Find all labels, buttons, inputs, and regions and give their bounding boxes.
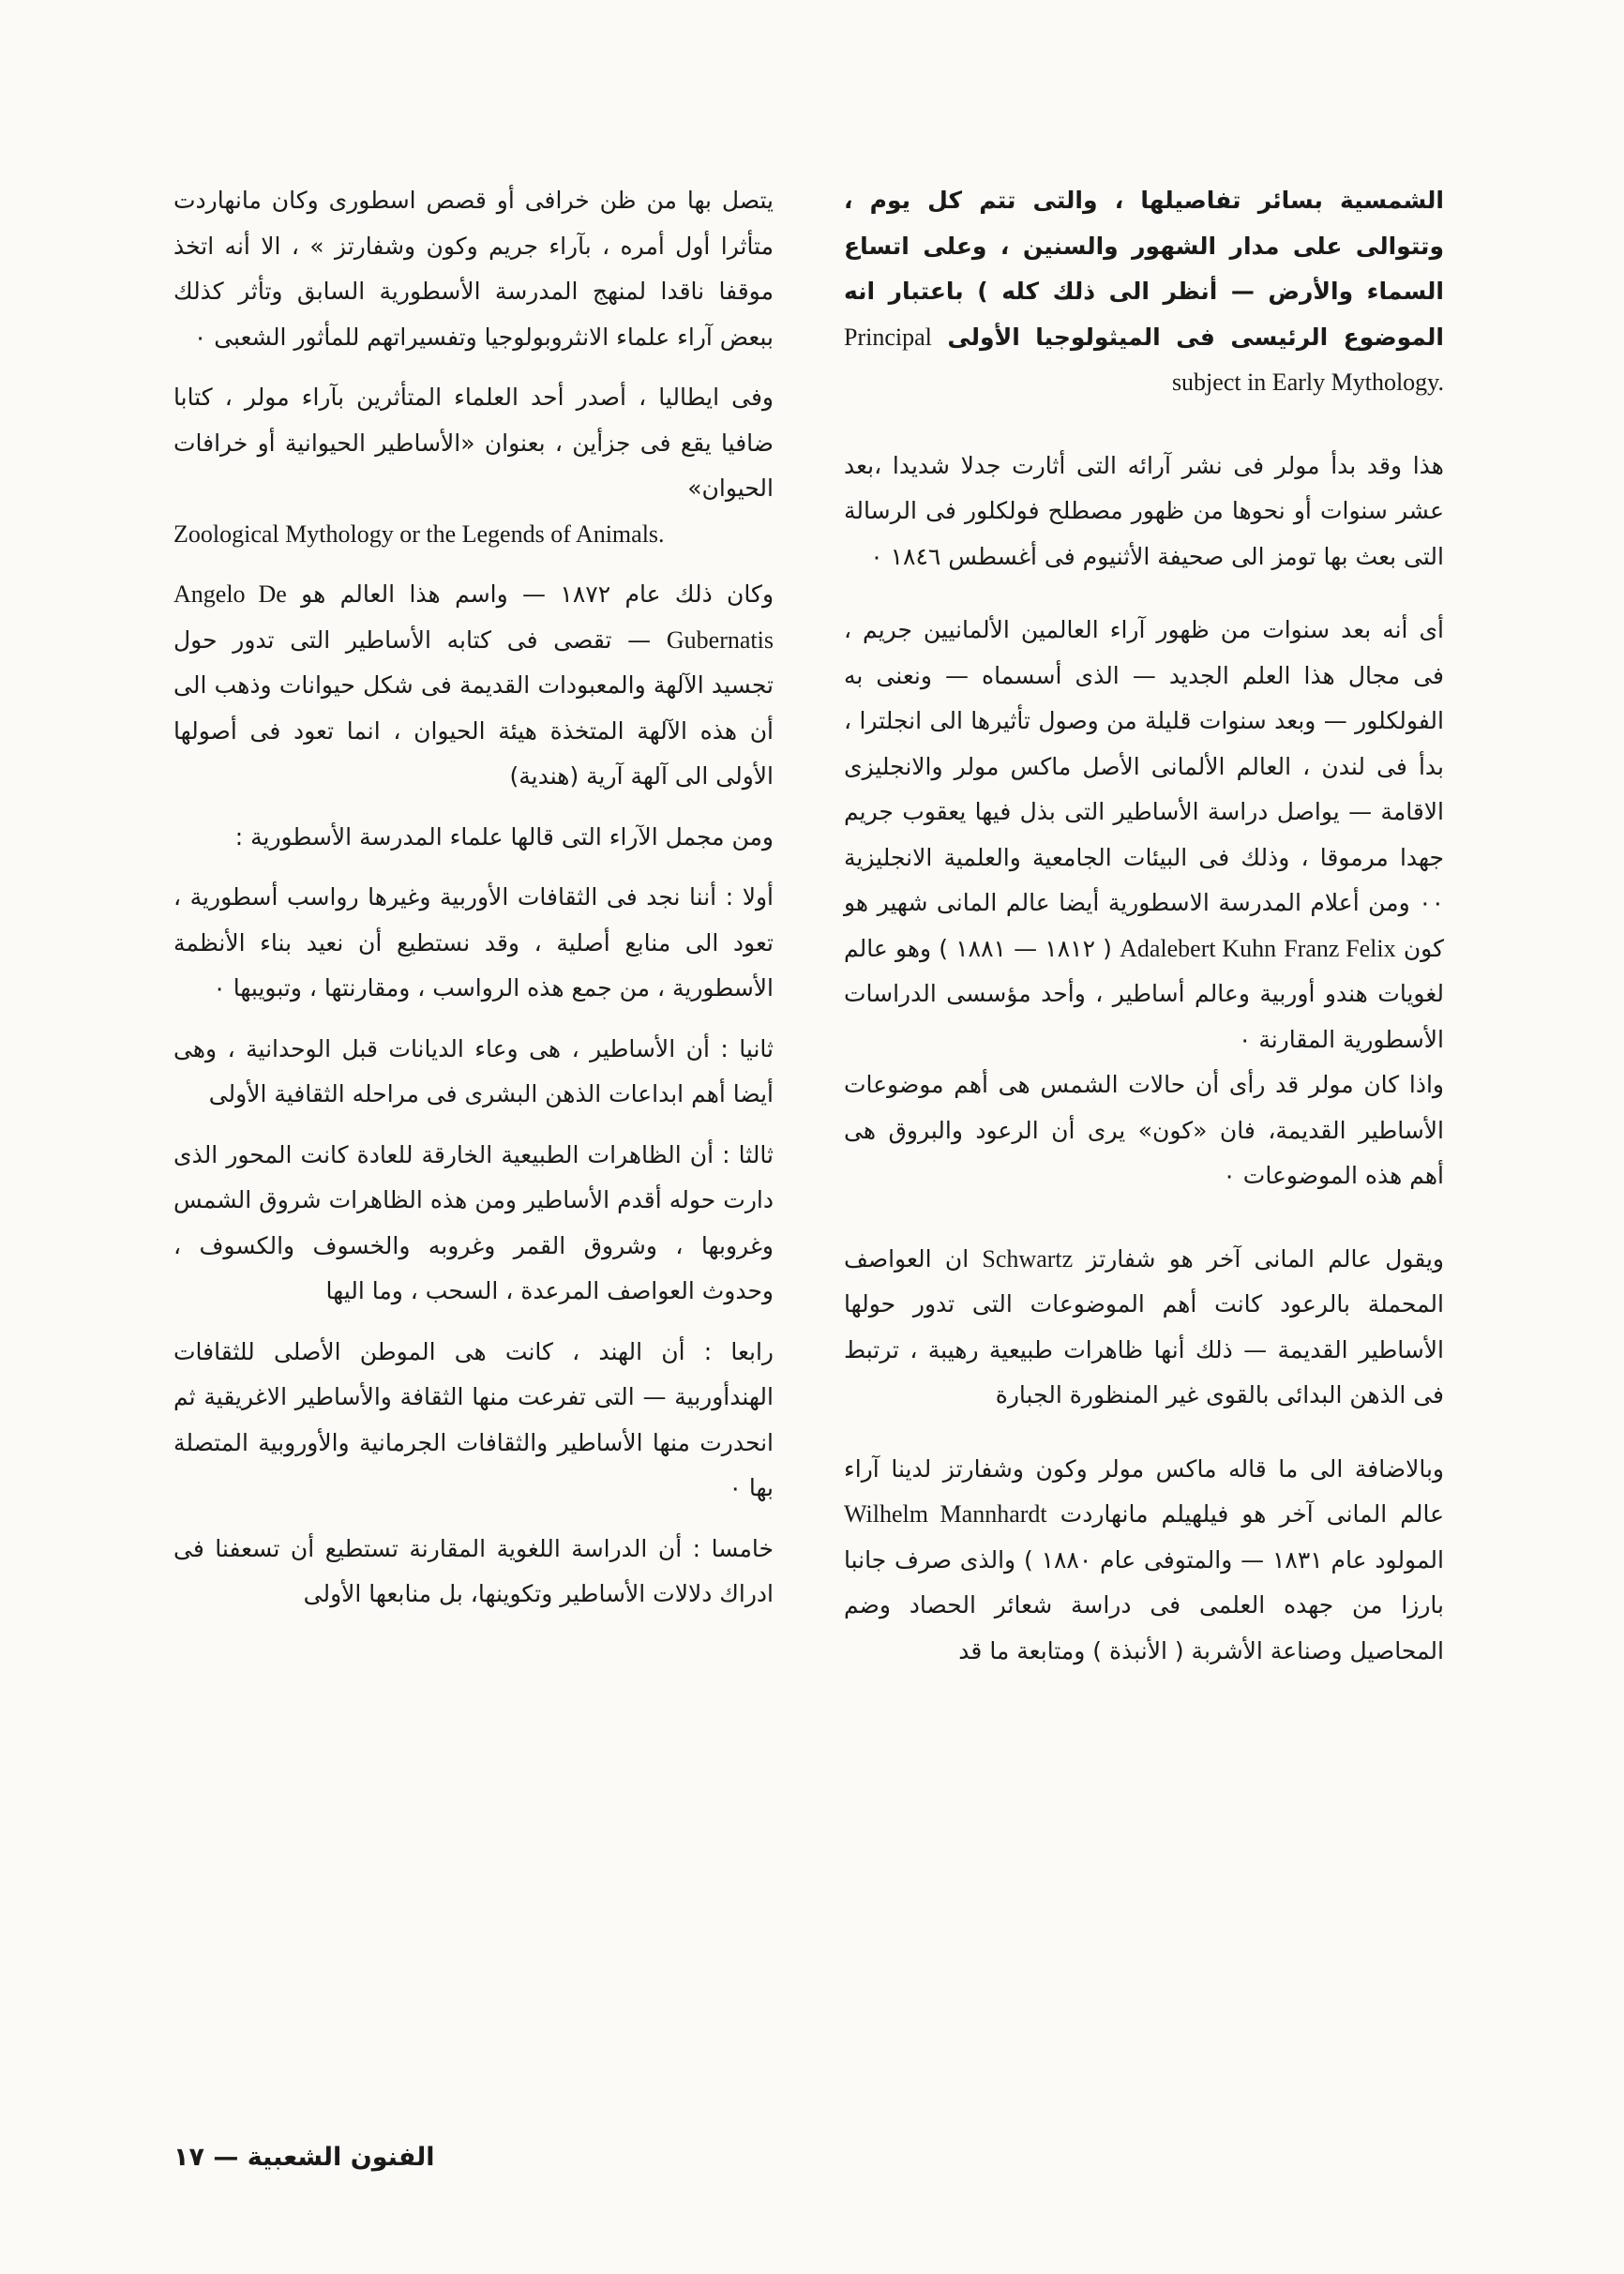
paragraph <box>844 1237 1444 1419</box>
left-column <box>173 178 774 1633</box>
paragraph-text: أى أنه بعد سنوات من ظهور آراء العالمين الألمانيين جريم ، فى مجال هذا العلم الجديد — الذى أسسماه — ونعنى به الفولكلور — وبعد سنوات قليلة من وصول تأثيرها الى انجلترا ، بدأ فى لندن ، العالم الألمانى الأصل ماكس مولر والانجليزى الاقامة — يواصل دراسة الأساطير التى بذل فيها يعقوب جريم جهدا مرموقا ، وذلك فى البيئات الجامعية والعلمية الانجليزية ٠٠ ومن أعلام المدرسة الاسطورية أيضا عالم المانى شهير هو كون <box>844 616 1444 962</box>
paragraph-text: ( ١٨١٢ — ١٨٨١ ) وهو عالم لغويات هندو أوربية وعالم أساطير ، وأحد مؤسسى الدراسات الأسطورية المقارنة ٠ <box>844 934 1444 1053</box>
paragraph <box>173 178 774 360</box>
paragraph-text: أولا : أننا نجد فى الثقافات الأوربية وغيرها رواسب أسطورية ، تعود الى منابع أصلية ، وقد نستطيع أن نعيد بناء الأنظمة الأسطورية ، من جمع هذه الرواسب ، ومقارنتها ، وتبويبها ٠ <box>173 883 774 1001</box>
latin-term: Schwartz <box>982 1244 1074 1273</box>
paragraph <box>173 375 774 557</box>
latin-title: Zoological Mythology or the Legends of Animals. <box>173 520 665 548</box>
latin-term: Franz Felix <box>1284 934 1396 962</box>
paragraph <box>173 1133 774 1315</box>
paragraph-text: وكان ذلك عام ١٨٧٢ — واسم هذا العالم هو <box>301 580 774 608</box>
paragraph-text: واذا كان مولر قد رأى أن حالات الشمس هى أهم موضوعات الأساطير القديمة، فان «كون» يرى أن الرعود والبروق هى أهم هذه الموضوعات ٠ <box>844 1071 1444 1189</box>
footer-label: الفنون الشعبية — ١٧ <box>173 2143 435 2172</box>
paragraph-text: المولود عام ١٨٣١ — والمتوفى عام ١٨٨٠ ) والذى صرف جانبا بارزا من جهده العلمى فى دراسة شعائر الحصاد وضم المحاصيل وصناعة الأشربة ( الأنبذة ) ومتابعة ما قد <box>844 1545 1444 1664</box>
paragraph-text: وبالاضافة الى ما قاله ماكس مولر وكون وشفارتز لدينا آراء عالم المانى آخر هو فيلهيلم مانهاردت <box>844 1454 1444 1528</box>
paragraph <box>173 572 774 800</box>
latin-term: Angelo De Gubernatis <box>173 580 774 654</box>
paragraph-text: ثانيا : أن الأساطير ، هى وعاء الديانات قبل الوحدانية ، وهى أيضا أهم ابداعات الذهن البشرى فى مراحله الثقافية الأولى <box>173 1034 774 1107</box>
paragraph <box>844 178 1444 406</box>
paragraph <box>173 1527 774 1618</box>
paragraph-text: خامسا : أن الدراسة اللغوية المقارنة تستطيع أن تسعفنا فى ادراك دلالات الأساطير وتكوينها، بل منابعها الأولى <box>173 1534 774 1607</box>
paragraph <box>844 608 1444 1199</box>
right-column <box>844 178 1444 1702</box>
latin-term: Adalebert Kuhn <box>1120 934 1277 962</box>
paragraph-text: الشمسية بسائر تفاصيلها ، والتى تتم كل يوم ، وتتوالى على مدار الشهور والسنين ، وعلى اتساع السماء والأرض — أنظر الى ذلك كله ) باعتبار انه الموضوع الرئيسى فى الميثولوجيا الأولى <box>844 187 1444 351</box>
paragraph <box>173 875 774 1012</box>
latin-term: Principal subject in Early Mythology. <box>844 323 1444 396</box>
paragraph <box>844 1447 1444 1675</box>
paragraph <box>173 815 774 861</box>
paragraph-text: ان العواصف المحملة بالرعود كانت أهم الموضوعات التى تدور حولها الأساطير القديمة — ذلك أنها ظاهرات طبيعية رهيبة ، ترتبط فى الذهن البدائى بالقوى غير المنظورة الجبارة <box>844 1244 1444 1408</box>
latin-term: Wilhelm Mannhardt <box>844 1500 1047 1528</box>
paragraph-text: وفى ايطاليا ، أصدر أحد العلماء المتأثرين بآراء مولر ، كتابا ضافيا يقع فى جزأين ، بعنوان «الأساطير الحيوانية أو خرافات الحيوان» <box>173 384 774 502</box>
paragraph <box>844 444 1444 580</box>
paragraph-text: ومن مجمل الآراء التى قالها علماء المدرسة الأسطورية : <box>234 822 774 851</box>
paragraph-text: رابعا : أن الهند ، كانت هى الموطن الأصلى للثقافات الهندأوربية — التى تفرعت منها الثقافة والأساطير الاغريقية ثم انحدرت منها الأساطير والثقافات الجرمانية والأوروبية المتصلة بها ٠ <box>173 1337 774 1501</box>
page-footer <box>173 2143 774 2172</box>
paragraph-text: — تقصى فى كتابه الأساطير التى تدور حول تجسيد الآلهة والمعبودات القديمة فى شكل حيوانات وذهب الى أن هذه الآلهة المتخذة هيئة الحيوان ، انما تعود فى أصولها الأولى الى آلهة آرية (هندية) <box>173 625 774 790</box>
paragraph <box>173 1027 774 1118</box>
paragraph <box>173 1330 774 1512</box>
paragraph-text: ويقول عالم المانى آخر هو شفارتز <box>1086 1244 1445 1273</box>
paragraph-text: ثالثا : أن الظاهرات الطبيعية الخارقة للعادة كانت المحور الذى دارت حوله أقدم الأساطير ومن هذه الظاهرات شروق الشمس وغروبها ، وشروق القمر وغروبه والخسوف والكسوف ، وحدوث العواصف المرعدة ، السحب ، وما اليها <box>173 1140 774 1304</box>
paragraph-text: يتصل بها من ظن خرافى أو قصص اسطورى وكان مانهاردت متأثرا أول أمره ، بآراء جريم وكون وشفارتز » ، الا أنه اتخذ موقفا ناقدا لمنهج المدرسة الأسطورية السابق وتأثر كذلك ببعض آراء علماء الانثروبولوجيا وتفسيراتهم للمأثور الشعبى ٠ <box>173 187 774 351</box>
paragraph-text: هذا وقد بدأ مولر فى نشر آرائه التى أثارت جدلا شديدا ،بعد عشر سنوات أو نحوها من ظهور مصطلح فولكلور فى الرسالة التى بعث بها تومز الى صحيفة الأثنيوم فى أغسطس ١٨٤٦ ٠ <box>844 451 1444 570</box>
